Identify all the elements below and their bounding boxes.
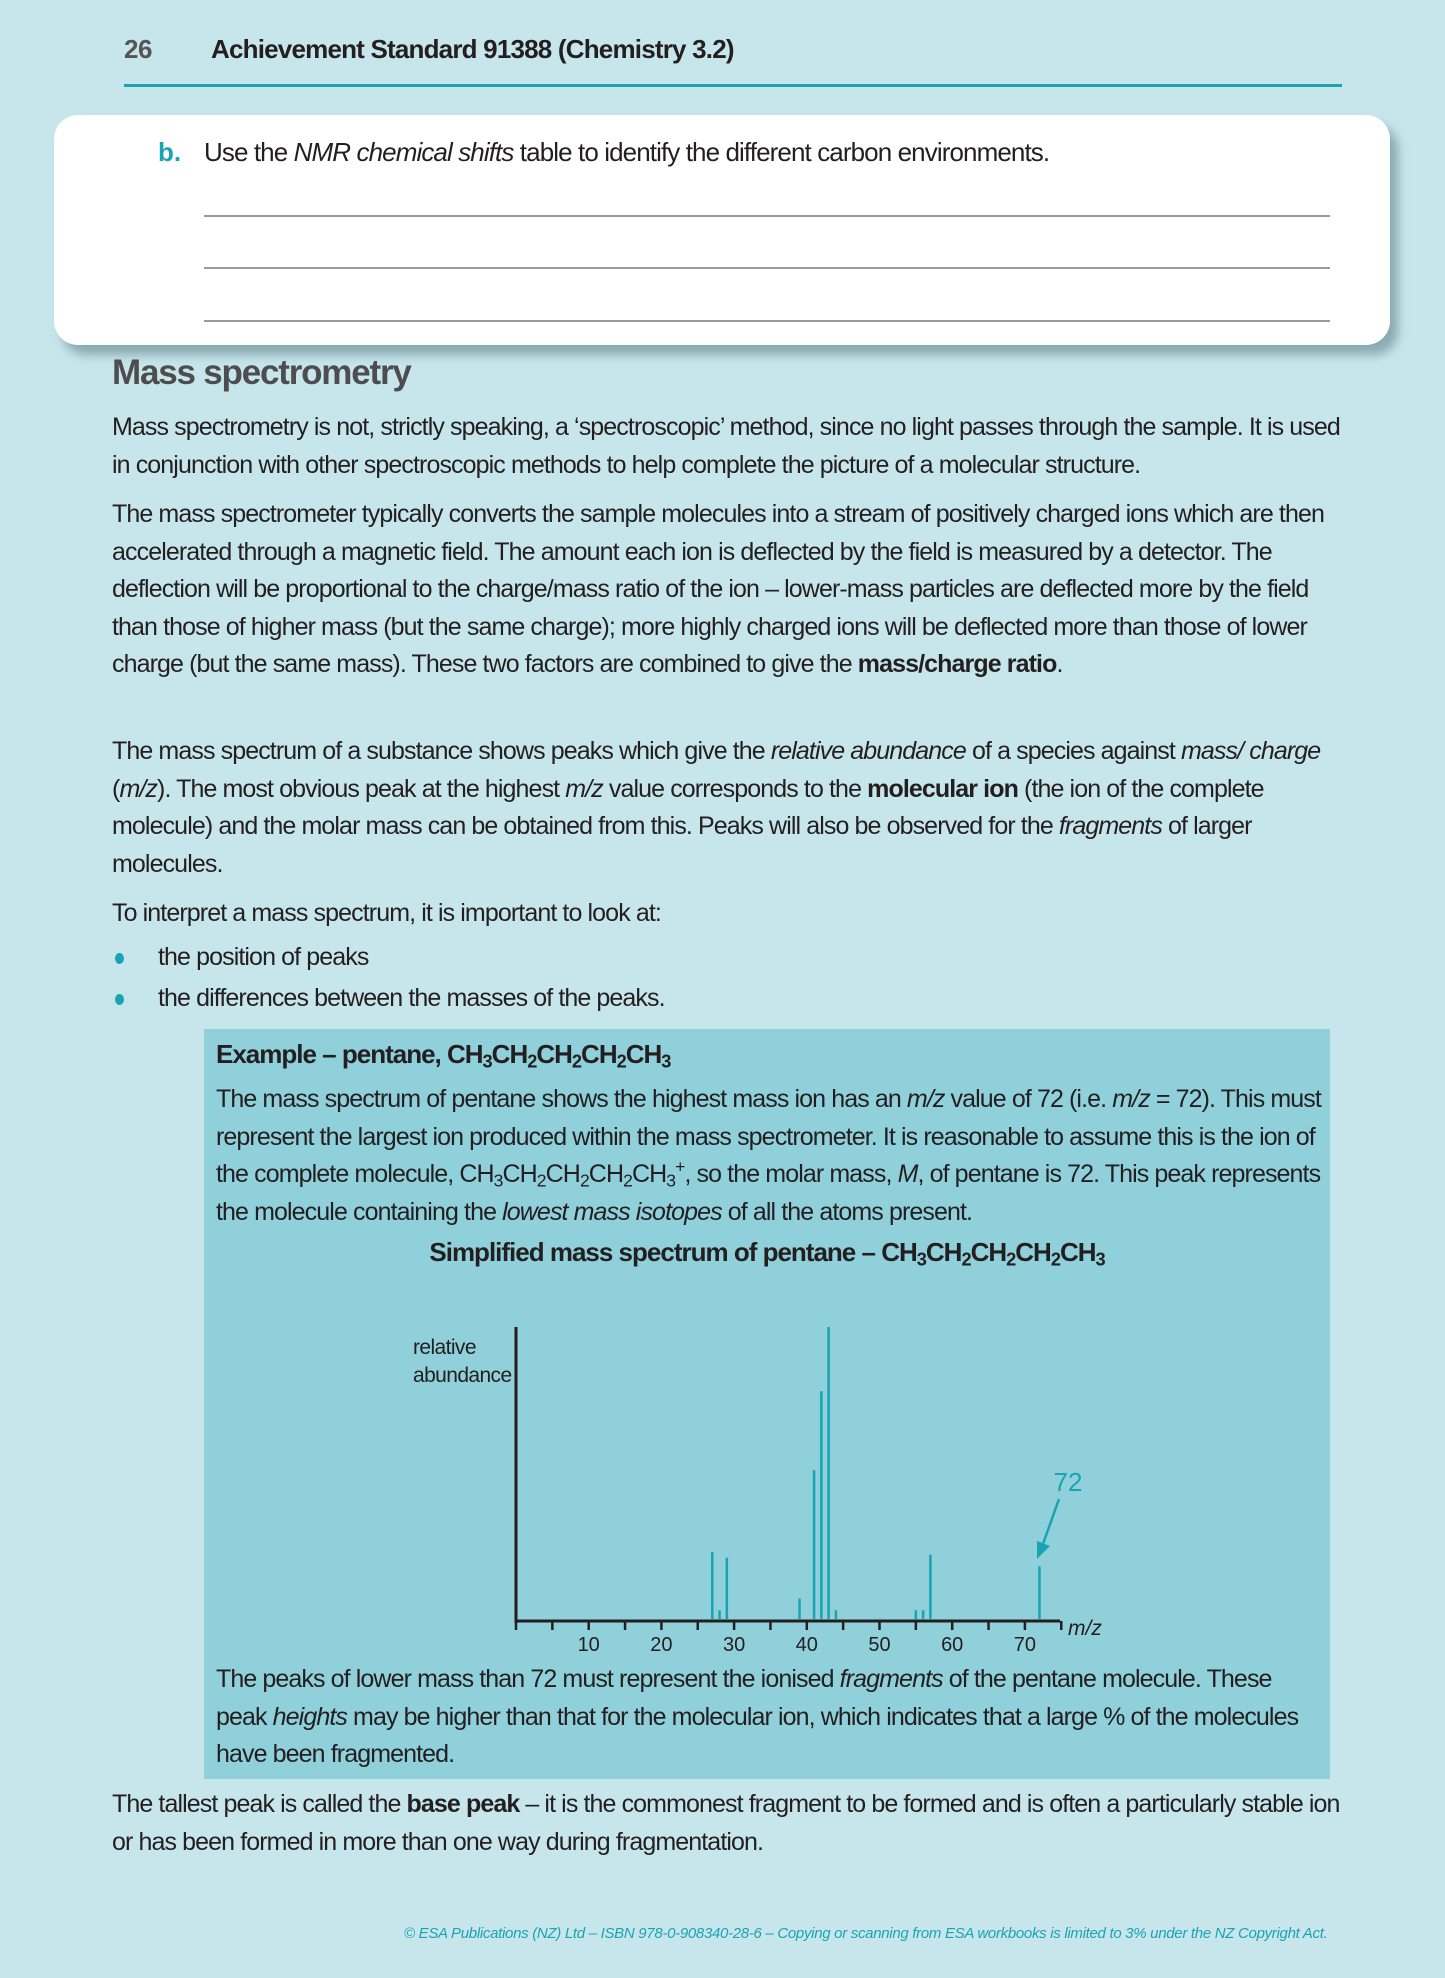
chart-title: Simplified mass spectrum of pentane – $CH_3CH_2CH_2CH_2CH_3$ <box>429 1237 1105 1270</box>
bullet-icon <box>115 994 124 1005</box>
svg-text:70: 70 <box>1013 1634 1037 1656</box>
svg-text:30: 30 <box>722 1634 746 1656</box>
x-axis-label: m/z <box>1068 1617 1102 1640</box>
paragraph-base-peak: The tallest peak is called the base peak – it is the commonest fragment to be formed and is often a particularly stable ion or has been formed in more than one way during fragmentation. <box>112 1790 1340 1856</box>
example-paragraph-2: The peaks of lower mass than 72 must represent the ionised fragments of the pentane molecule. These peak heights may be higher than that for the molecular ion, which indicates that a large % of the molecules have been fragmented. <box>216 1665 1299 1768</box>
answer-line[interactable] <box>204 215 1330 217</box>
svg-text:60: 60 <box>941 1634 964 1656</box>
bullet-list <box>112 937 665 1019</box>
paragraph-interpret: To interpret a mass spectrum, it is important to look at: <box>112 899 661 927</box>
question-text: Use the NMR chemical shifts table to identify the different carbon environments. <box>204 137 1050 167</box>
paragraph-intro: Mass spectrometry is not, strictly speaking, a ‘spectroscopic’ method, since no light passes through the sample. It is used in conjunction with other spectroscopic methods to help complete the picture of a molecular structure. <box>112 413 1340 479</box>
peak-annotation-72: 72 <box>1053 1467 1083 1497</box>
answer-line[interactable] <box>204 267 1330 269</box>
question-label: b. <box>158 137 182 167</box>
page-header <box>124 28 1342 87</box>
copyright-footer: © ESA Publications (NZ) Ltd – ISBN 978-0-908340-28-6 – Copying or scanning from ESA workbooks is limited to 3% under the NZ Copyright Act. <box>404 1925 1328 1942</box>
page-number: 26 <box>124 34 152 64</box>
x-axis-tick-labels <box>578 1634 1036 1656</box>
page-title: Achievement Standard 91388 (Chemistry 3.2) <box>211 34 734 64</box>
spectrum-peaks <box>712 1327 1039 1619</box>
bullet-item: the position of peaks <box>112 937 665 978</box>
section-heading: Mass spectrometry <box>112 353 411 392</box>
bullet-icon <box>115 953 124 964</box>
paragraph-spectrometer: The mass spectrometer typically converts the sample molecules into a stream of positively charged ions which are then accelerated through a magnetic field. The amount each ion is deflected by the field is measured by a detector. The deflection will be proportional to the charge/mass ratio of the ion – lower-mass particles are deflected more by the field than those of higher mass (but the same charge); more highly charged ions will be deflected more than those of lower charge (but the same mass). These two factors are combined to give the mass/charge ratio. <box>112 500 1324 678</box>
y-axis-label: relative abundance <box>413 1336 512 1387</box>
paragraph-spectrum: The mass spectrum of a substance shows peaks which give the relative abundance of a species against mass/ charge (m/z). The most obvious peak at the highest m/z value corresponds to the molecular ion (the ion of the complete molecule) and the molar mass can be obtained from this. Peaks will also be observed for the fragments of larger molecules. <box>112 737 1321 878</box>
example-paragraph-1: The mass spectrum of pentane shows the highest mass ion has an m/z value of 72 (i.e. m/z = 72). This must represent the largest ion produced within the mass spectrometer. It is reasonable to assume this is the ion of the complete molecule, $CH_3CH_2CH_2CH_2CH_3^+$, so the molar mass, M, of pentane is 72. This peak represents the molecule containing the lowest mass isotopes of all the atoms present. <box>216 1085 1321 1226</box>
example-heading: Example – pentane, $CH_3CH_2CH_2CH_2CH_3$ <box>216 1039 671 1072</box>
question-card <box>54 115 1390 345</box>
annotation-arrow-icon <box>1037 1499 1059 1559</box>
svg-text:10: 10 <box>577 1634 600 1656</box>
answer-line[interactable] <box>204 320 1330 322</box>
svg-text:20: 20 <box>650 1634 673 1656</box>
bullet-item: the differences between the masses of the peaks. <box>112 978 665 1019</box>
svg-text:40: 40 <box>795 1634 818 1656</box>
svg-text:50: 50 <box>868 1634 891 1656</box>
example-box <box>204 1029 1330 1779</box>
